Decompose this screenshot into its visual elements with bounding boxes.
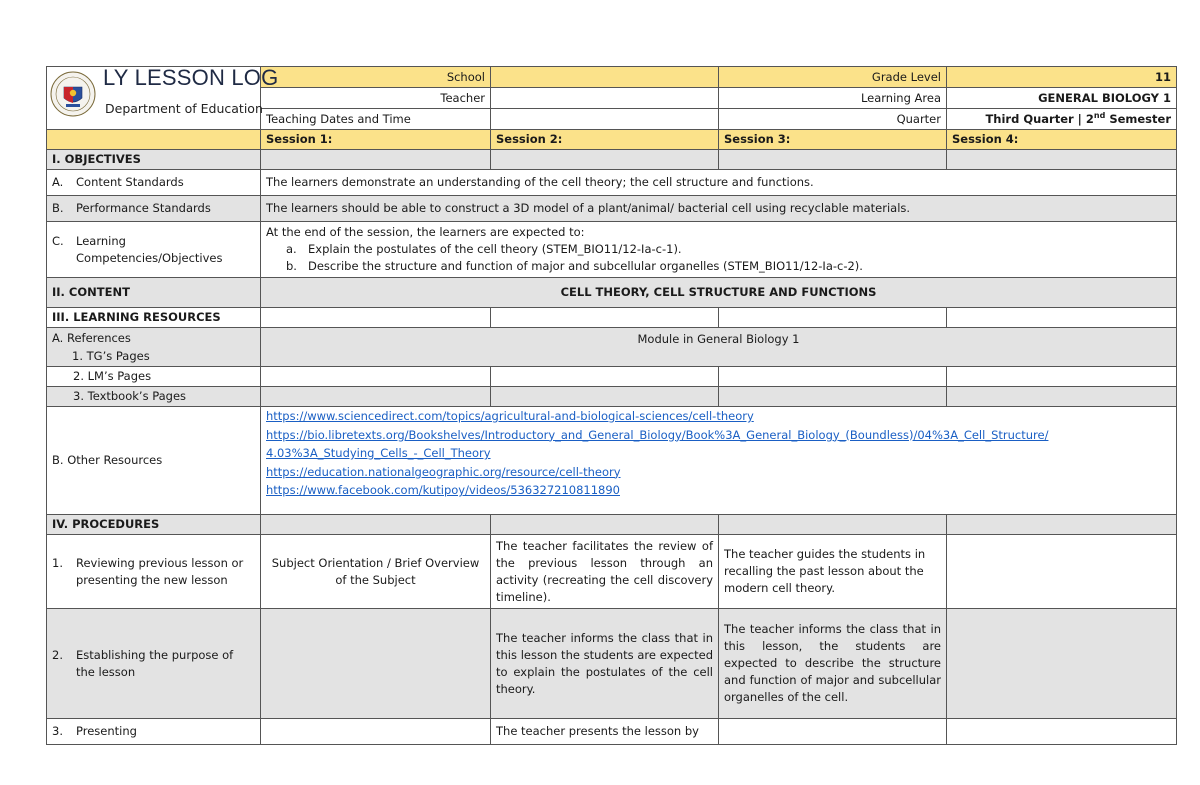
content-standards-row [47, 170, 1177, 196]
content-heading: II. CONTENT [47, 278, 261, 308]
procedure-row [47, 609, 1177, 719]
references-label: A. References 1. TG’s Pages [47, 328, 261, 367]
resource-link[interactable]: https://www.facebook.com/kutipoy/videos/536327210811890 [266, 483, 620, 497]
other-resources-label: B. Other Resources [47, 407, 261, 515]
session-2-header: Session 2: [491, 130, 719, 150]
other-resources-links [261, 407, 1177, 515]
references-row [47, 328, 1177, 367]
objectives-heading: I. OBJECTIVES [47, 150, 261, 170]
competencies-row [47, 222, 1177, 278]
procedure-session-3 [719, 719, 947, 745]
performance-standards-text: The learners should be able to construct a 3D model of a plant/animal/ bacterial cell using recyclable materials. [261, 196, 1177, 222]
procedure-session-2: The teacher facilitates the review of the previous lesson through an activity (recreating the cell discovery timeline). [491, 535, 719, 609]
textbook-pages-label: 3. Textbook’s Pages [47, 387, 261, 407]
content-topic: CELL THEORY, CELL STRUCTURE AND FUNCTIONS [261, 278, 1177, 308]
procedure-row [47, 719, 1177, 745]
lm-pages-row [47, 367, 1177, 387]
header-row-school [47, 67, 1177, 88]
content-standards-label: A. Content Standards [47, 170, 261, 196]
procedure-session-4 [947, 719, 1177, 745]
competencies-intro: At the end of the session, the learners are expected to: [266, 225, 585, 239]
resource-link[interactable]: https://www.sciencedirect.com/topics/agricultural-and-biological-sciences/cell-theory [266, 409, 754, 423]
learning-area-value[interactable]: GENERAL BIOLOGY 1 [947, 88, 1177, 109]
procedures-heading: IV. PROCEDURES [47, 515, 261, 535]
teaching-dates-label: Teaching Dates and Time [261, 109, 491, 130]
competency-item: a. Explain the postulates of the cell theory (STEM_BIO11/12-Ia-c-1). [286, 242, 682, 256]
school-value[interactable] [491, 67, 719, 88]
objectives-heading-row [47, 150, 1177, 170]
resources-heading: III. LEARNING RESOURCES [47, 308, 261, 328]
teaching-dates-value[interactable] [491, 109, 719, 130]
lesson-log-table [46, 66, 1177, 745]
competency-item: b. Describe the structure and function of major and subcellular organelles (STEM_BIO11/12-Ia-c-2). [286, 259, 863, 273]
procedure-label: 1. Reviewing previous lesson or presenting the new lesson [47, 535, 261, 609]
procedures-heading-row [47, 515, 1177, 535]
content-standards-text: The learners demonstrate an understanding of the cell theory; the cell structure and functions. [261, 170, 1177, 196]
session-1-header: Session 1: [261, 130, 491, 150]
procedure-session-3: The teacher guides the students in recalling the past lesson about the modern cell theory. [719, 535, 947, 609]
procedure-session-1: Subject Orientation / Brief Overview of the Subject [261, 535, 491, 609]
teacher-label: Teacher [261, 88, 491, 109]
resource-link[interactable]: https://education.nationalgeographic.org/resource/cell-theory [266, 464, 621, 479]
grade-level-value[interactable]: 11 [947, 67, 1177, 88]
teacher-value[interactable] [491, 88, 719, 109]
procedure-session-2: The teacher presents the lesson by [491, 719, 719, 745]
procedure-label: 3. Presenting [47, 719, 261, 745]
performance-standards-row [47, 196, 1177, 222]
procedure-session-3: The teacher informs the class that in this lesson, the students are expected to describe the structure and function of major and subcellular organelles of the cell. [719, 609, 947, 719]
sessions-row [47, 130, 1177, 150]
textbook-pages-row [47, 387, 1177, 407]
module-text: Module in General Biology 1 [261, 328, 1177, 367]
procedure-session-4 [947, 609, 1177, 719]
performance-standards-label: B. Performance Standards [47, 196, 261, 222]
learning-area-label: Learning Area [719, 88, 947, 109]
grade-level-label: Grade Level [719, 67, 947, 88]
department-name: Department of Education [105, 101, 263, 116]
quarter-label: Quarter [719, 109, 947, 130]
resources-heading-row [47, 308, 1177, 328]
resource-link[interactable]: https://bio.libretexts.org/Bookshelves/Introductory_and_General_Biology/Book%3A_General_Biology_(Boundless)/04%3A_Cell_Structure/ [266, 427, 1049, 442]
content-row [47, 278, 1177, 308]
competencies-label: C. Learning Competencies/Objectives [47, 222, 261, 278]
other-resources-row [47, 407, 1177, 515]
session-4-header: Session 4: [947, 130, 1177, 150]
school-label: School [261, 67, 491, 88]
procedure-session-2: The teacher informs the class that in this lesson the students are expected to explain the postulates of the cell theory. [491, 609, 719, 719]
sessions-corner [47, 130, 261, 150]
session-3-header: Session 3: [719, 130, 947, 150]
procedure-session-1 [261, 719, 491, 745]
logo-cell [47, 65, 279, 130]
log-title: LY LESSON LOG [103, 65, 279, 90]
procedure-label: 2. Establishing the purpose of the lesson [47, 609, 261, 719]
lm-pages-label: 2. LM’s Pages [47, 367, 261, 387]
procedure-row [47, 535, 1177, 609]
procedure-session-1 [261, 609, 491, 719]
competencies-text [261, 222, 1177, 278]
lesson-log-page [46, 66, 1176, 745]
resource-link[interactable]: 4.03%3A_Studying_Cells_-_Cell_Theory [266, 446, 491, 460]
deped-seal-icon [50, 71, 96, 117]
procedure-session-4 [947, 535, 1177, 609]
quarter-value[interactable]: Third Quarter | 2nd Semester [947, 109, 1177, 130]
